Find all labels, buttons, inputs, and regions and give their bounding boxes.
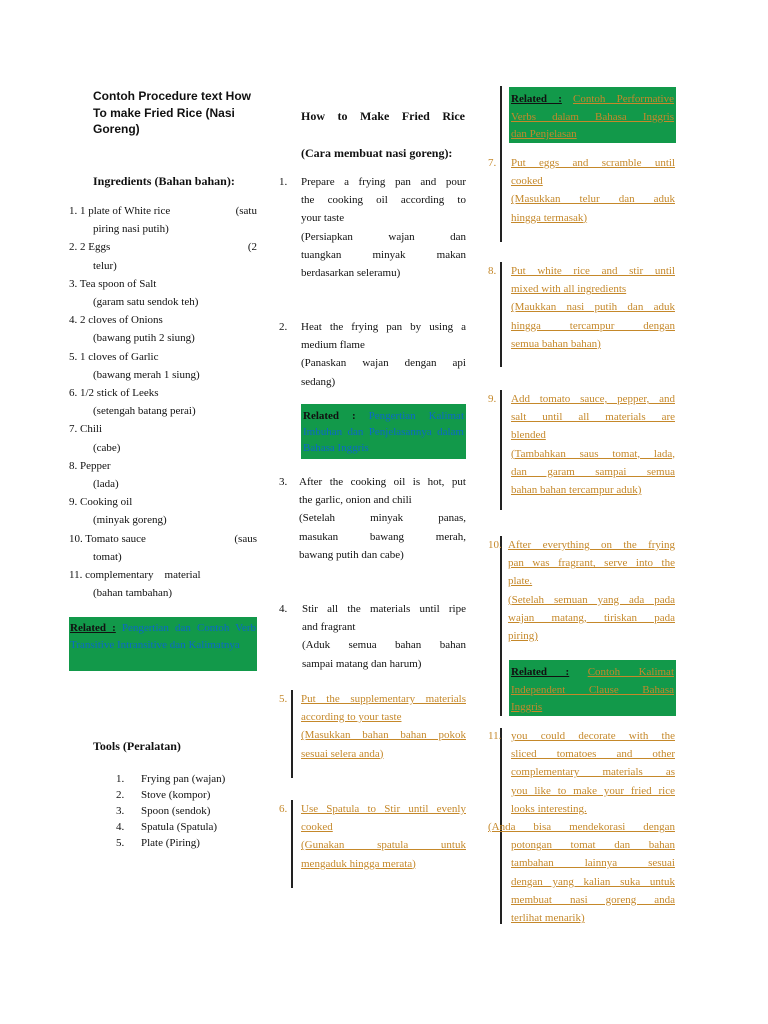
step-line[interactable]: according to your taste <box>301 711 402 724</box>
list-item <box>116 819 225 835</box>
ingredient-en: 8. Pepper <box>69 459 111 472</box>
ingredient-id: (bawang merah 1 siung) <box>93 368 200 381</box>
related-link[interactable]: Verbs dalam Bahasa Inggris <box>511 110 674 123</box>
step-line[interactable]: complementary materials as <box>511 766 675 779</box>
ingredient-en: 3. Tea spoon of Salt <box>69 277 157 290</box>
tool-text: Spoon (sendok) <box>141 805 211 817</box>
step-line: bawang putih dan cabe) <box>299 548 404 561</box>
ingredient-id: telur) <box>93 259 117 272</box>
step-line: Prepare a frying pan and pour <box>301 176 466 188</box>
step-line[interactable]: membuat nasi goreng anda <box>511 893 675 906</box>
related-link[interactable]: Pengertian dan Contoh Verb Transitive Intransitive dan Kalimatnya <box>70 622 256 651</box>
step-line[interactable]: Put eggs and scramble until <box>511 157 675 169</box>
related-content <box>511 91 674 144</box>
list-item <box>69 238 257 256</box>
step-5 <box>279 690 466 763</box>
section-title <box>301 109 465 124</box>
related-link[interactable]: Pengertian Kalimat Imbuhan dan Penjelasannya dalam Bahasa Inggris <box>303 410 464 454</box>
ingredient-en: 2. 2 Eggs <box>69 241 111 254</box>
step-line[interactable]: After everything on the frying <box>508 539 675 551</box>
step-line[interactable]: terlihat menarik) <box>511 912 585 925</box>
step-1 <box>279 173 466 282</box>
step-line: sampai matang dan harum) <box>302 657 422 670</box>
step-line: sedang) <box>301 375 336 388</box>
step-number: 2. <box>279 321 288 333</box>
ingredient-extra: (satu <box>235 205 257 217</box>
step-line[interactable]: tambahan lainnya sesuai <box>511 857 675 870</box>
related-content <box>70 620 256 654</box>
ingredient-extra: (2 <box>247 241 257 254</box>
step-line[interactable]: bahan bahan tercampur aduk) <box>511 484 642 497</box>
step-8 <box>488 262 675 353</box>
step-number: 11. <box>488 730 502 742</box>
tool-text: Spatula (Spatula) <box>141 821 218 833</box>
step-10 <box>488 536 675 645</box>
title-line: Goreng) <box>93 122 140 136</box>
tool-number: 2. <box>116 789 125 801</box>
ingredient-en: 4. 2 cloves of Onions <box>69 314 163 327</box>
list-item <box>69 202 257 220</box>
step-line[interactable]: hingga tercampur dengan <box>511 319 675 332</box>
step-number: 7. <box>488 157 497 169</box>
list-item <box>116 835 225 851</box>
section-title-text: How to Make Fried Rice <box>301 109 465 123</box>
step-line: masukan bawang merah, <box>299 530 466 543</box>
ingredient-en: 6. 1/2 stick of Leeks <box>69 387 159 400</box>
ingredient-id: tomat) <box>93 550 122 563</box>
title-line: Contoh Procedure text How <box>93 89 252 103</box>
step-line[interactable]: Put the supplementary materials <box>301 693 466 705</box>
step-6 <box>279 800 466 873</box>
related-content <box>303 408 464 456</box>
tools-heading: Tools (Peralatan) <box>93 739 181 753</box>
step-line[interactable]: you like to make your fried rice <box>511 784 675 797</box>
section-subtitle: (Cara membuat nasi goreng): <box>301 146 453 160</box>
ingredient-id: (bahan tambahan) <box>93 587 173 600</box>
list-item <box>116 803 225 819</box>
step-line: (Aduk semua bahan bahan <box>302 639 466 652</box>
ingredient-id: piring nasi putih) <box>93 223 169 236</box>
ingredient-en: 10. Tomato sauce <box>69 532 146 545</box>
ingredient-en: 1. 1 plate of White rice <box>69 205 171 217</box>
ingredients-list <box>69 202 257 602</box>
step-number: 1. <box>279 176 288 188</box>
related-link[interactable]: dan Penjelasan <box>511 128 577 140</box>
step-line[interactable]: semua bahan bahan) <box>511 337 601 350</box>
step-number: 3. <box>279 476 288 488</box>
ingredient-extra: (saus <box>234 532 257 545</box>
step-11 <box>488 727 675 927</box>
step-number: 6. <box>279 803 288 815</box>
ingredient-id: (cabe) <box>93 441 121 454</box>
step-line[interactable]: (Gunakan spatula untuk <box>301 839 466 852</box>
step-line[interactable]: wajan matang, tiriskan pada <box>508 611 675 624</box>
step-line[interactable]: mengaduk hingga merata) <box>301 857 416 870</box>
step-line: tuangkan minyak makan <box>301 248 466 261</box>
title-line: To make Fried Rice (Nasi <box>93 105 235 120</box>
step-line[interactable]: mixed with all ingredients <box>511 283 627 296</box>
step-line[interactable]: sliced tomatoes and other <box>511 748 675 761</box>
step-number: 10. <box>488 539 502 551</box>
step-line[interactable]: potongan tomat dan bahan <box>511 839 675 852</box>
step-line[interactable]: hingga termasak) <box>511 211 588 224</box>
tool-text: Stove (kompor) <box>141 789 211 801</box>
list-item <box>116 787 225 803</box>
step-line[interactable]: (Masukkan telur dan aduk <box>511 193 675 206</box>
step-line[interactable]: Put white rice and stir until <box>511 265 675 277</box>
related-content <box>511 664 674 717</box>
ingredient-id: (lada) <box>93 478 119 491</box>
related-link[interactable]: Contoh Kalimat <box>587 666 674 678</box>
step-line: the cooking oil according to <box>301 194 466 207</box>
step-line: (Panaskan wajan dengan api <box>301 357 466 370</box>
step-line: Heat the frying pan by using a <box>301 321 466 333</box>
step-line[interactable]: looks interesting. <box>511 802 587 815</box>
step-line[interactable]: (Tambahkan saus tomat, lada, <box>511 447 675 460</box>
step-line[interactable]: (Anda bisa mendekorasi dengan <box>488 821 675 834</box>
step-line[interactable]: Use Spatula to Stir until evenly <box>301 803 466 815</box>
step-line[interactable]: piring) <box>508 630 538 643</box>
step-line: After the cooking oil is hot, put <box>299 476 466 488</box>
related-link[interactable]: Independent Clause Bahasa <box>511 683 674 696</box>
step-2 <box>279 318 466 391</box>
ingredient-id: (minyak goreng) <box>93 514 167 527</box>
step-line[interactable]: you could decorate with the <box>511 730 675 742</box>
ingredient-id: (bawang putih 2 siung) <box>93 332 195 345</box>
step-line[interactable]: Add tomato sauce, pepper, and <box>511 393 675 405</box>
step-line: your taste <box>301 212 345 225</box>
step-line: (Setelah minyak panas, <box>299 512 466 525</box>
tool-number: 5. <box>116 837 125 849</box>
ingredient-en: 9. Cooking oil <box>69 496 133 509</box>
related-label: Related : <box>70 622 116 634</box>
ingredient-en: 7. Chili <box>69 423 103 436</box>
tool-number: 4. <box>116 821 125 833</box>
step-7 <box>488 154 675 227</box>
page-title <box>93 88 263 138</box>
step-line[interactable]: plate. <box>508 575 533 588</box>
step-line[interactable]: salt until all materials are <box>511 411 675 424</box>
list-item <box>116 771 225 787</box>
step-line[interactable]: sesuai selera anda) <box>301 747 384 760</box>
related-label: Related : <box>303 410 356 422</box>
step-9 <box>488 390 675 499</box>
step-line: the garlic, onion and chili <box>299 494 412 507</box>
step-line: berdasarkan seleramu) <box>301 267 401 280</box>
related-line <box>511 91 674 109</box>
step-number: 8. <box>488 265 497 277</box>
step-number: 9. <box>488 393 497 405</box>
step-line: (Persiapkan wajan dan <box>301 230 466 243</box>
step-line[interactable]: dan garam sampai semua <box>511 465 675 478</box>
step-number: 4. <box>279 603 288 615</box>
related-label: Related : <box>511 93 562 105</box>
step-line[interactable]: (Maukkan nasi putih dan aduk <box>511 301 675 314</box>
ingredient-en: 5. 1 cloves of Garlic <box>69 350 159 363</box>
ingredient-id: (garam satu sendok teh) <box>93 296 199 309</box>
step-line[interactable]: cooked <box>301 821 333 834</box>
step-line[interactable]: pan was fragrant, serve into the <box>508 557 675 570</box>
ingredients-heading: Ingredients (Bahan bahan): <box>93 174 235 188</box>
step-number: 5. <box>279 693 288 705</box>
related-line <box>511 664 674 682</box>
related-link[interactable]: Contoh Performative <box>573 93 674 105</box>
step-line: medium flame <box>301 339 365 352</box>
ingredient-id: (setengah batang perai) <box>93 405 196 418</box>
step-line: and fragrant <box>302 621 356 634</box>
step-line[interactable]: cooked <box>511 175 543 188</box>
tool-text: Plate (Piring) <box>141 837 200 849</box>
related-link[interactable]: Inggris <box>511 701 543 713</box>
tool-number: 1. <box>116 773 125 785</box>
ingredient-en: 11. complementary material <box>69 569 201 582</box>
step-line: Stir all the materials until ripe <box>302 603 466 615</box>
step-line[interactable]: (Masukkan bahan bahan pokok <box>301 729 466 742</box>
step-line[interactable]: dengan yang kalian suka untuk <box>511 875 675 888</box>
step-line[interactable]: (Setelah semuan yang ada pada <box>508 593 675 606</box>
step-4 <box>279 600 466 673</box>
tool-number: 3. <box>116 805 125 817</box>
related-label: Related : <box>511 666 570 678</box>
tools-list <box>116 771 225 851</box>
list-item <box>69 530 257 548</box>
step-line[interactable]: blended <box>511 429 546 442</box>
tool-text: Frying pan (wajan) <box>141 773 226 785</box>
step-3 <box>279 473 466 564</box>
